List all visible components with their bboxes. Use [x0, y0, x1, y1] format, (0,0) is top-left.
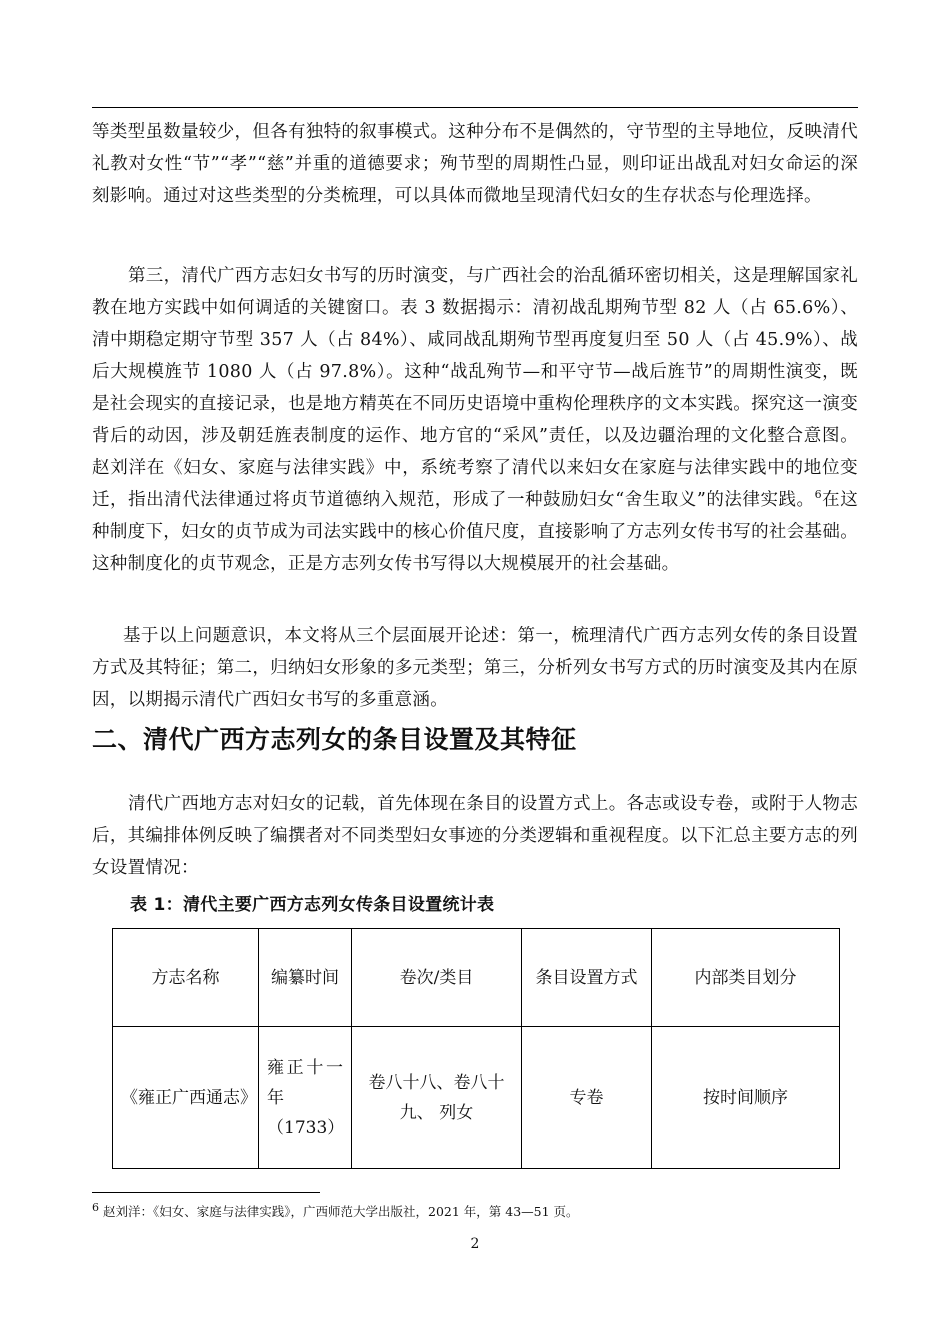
footnote-text: 赵刘洋：《妇女、家庭与法律实践》，广西师范大学出版社，2021 年，第 43—51 页。 — [102, 1204, 579, 1219]
paragraph-outline: 基于以上问题意识，本文将从三个层面展开论述：第一，梳理清代广西方志列女传的条目设置方式及其特征；第二，归纳妇女形象的多元类型；第三，分析列女书写方式的历时演变及其内在原因，以期揭示清代广西妇女书写的多重意涵。 — [92, 626, 858, 710]
paragraph-text: 第三，清代广西方志妇女书写的历时演变，与广西社会的治乱循环密切相关，这是理解国家礼教在地方实践中如何调适的关键窗口。表 3 数据揭示：清初战乱期殉节型 82 人（占 65.6%）、清中期稳定期守节型 357 人（占 84%）、咸同战乱期殉节型再度复归至 50 人（占 45.9%）、战后大规模旌节 1080 人（占 97.8%）。这种“战乱殉节—和平守节—战后旌节”的周期性演变，既是社会现实的直接记录，也是地方精英在不同历史语境中重构伦理秩序的文本实践。探究这一演变背后的动因，涉及朝廷旌表制度的运作、地方官的“采风”责任，以及边疆治理的文化整合意图。赵刘洋在《妇女、家庭与法律实践》中，系统考察了清代以来妇女在家庭与法律实践中的地位变迁，指出清代法律通过将贞节道德纳入规范，形成了一种鼓励妇女“舍生取义”的法律实践。 — [92, 266, 858, 510]
page-number: 2 — [470, 1236, 480, 1252]
table-header-row — [113, 929, 840, 1027]
column-header: 编纂时间 — [259, 929, 352, 1027]
paragraph-section-intro: 清代广西地方志对妇女的记载，首先体现在条目的设置方式上。各志或设专卷，或附于人物志后，其编排体例反映了编撰者对不同类型妇女事迹的分类逻辑和重视程度。以下汇总主要方志的列女设置情况： — [92, 794, 858, 878]
paragraph-continuation: 等类型虽数量较少，但各有独特的叙事模式。这种分布不是偶然的，守节型的主导地位，反映清代礼教对女性“节”“孝”“慈”并重的道德要求；殉节型的周期性凸显，则印证出战乱对妇女命运的深刻影响。通过对这些类型的分类梳理，可以具体而微地呈现清代妇女的生存状态与伦理选择。 — [92, 122, 858, 206]
footnote — [92, 1202, 579, 1220]
table-caption: 表 1：清代主要广西方志列女传条目设置统计表 — [130, 895, 495, 915]
header-rule — [92, 107, 858, 108]
footnote-rule — [92, 1192, 320, 1193]
column-header: 方志名称 — [113, 929, 259, 1027]
column-header: 内部类目划分 — [652, 929, 840, 1027]
table-cell: 《雍正广西通志》 — [113, 1027, 259, 1169]
statistics-table — [112, 928, 840, 1169]
table-row — [113, 1027, 840, 1169]
footnote-mark: 6 — [92, 1200, 99, 1214]
table-cell: 卷八十八、卷八十九、 列女 — [352, 1027, 522, 1169]
paragraph-third-point — [92, 260, 858, 580]
table-cell: 专卷 — [522, 1027, 652, 1169]
column-header: 条目设置方式 — [522, 929, 652, 1027]
table-cell: 按时间顺序 — [652, 1027, 840, 1169]
column-header: 卷次/类目 — [352, 929, 522, 1027]
section-heading: 二、清代广西方志列女的条目设置及其特征 — [92, 725, 577, 754]
footnote-reference[interactable]: 6 — [814, 488, 822, 502]
paragraph-text: 在这种制度下，妇女的贞节成为司法实践中的核心价值尺度，直接影响了方志列女传书写的社会基础。这种制度化的贞节观念，正是方志列女传书写得以大规模展开的社会基础。 — [92, 490, 858, 574]
table-cell: 雍正十一年（1733） — [259, 1027, 352, 1169]
